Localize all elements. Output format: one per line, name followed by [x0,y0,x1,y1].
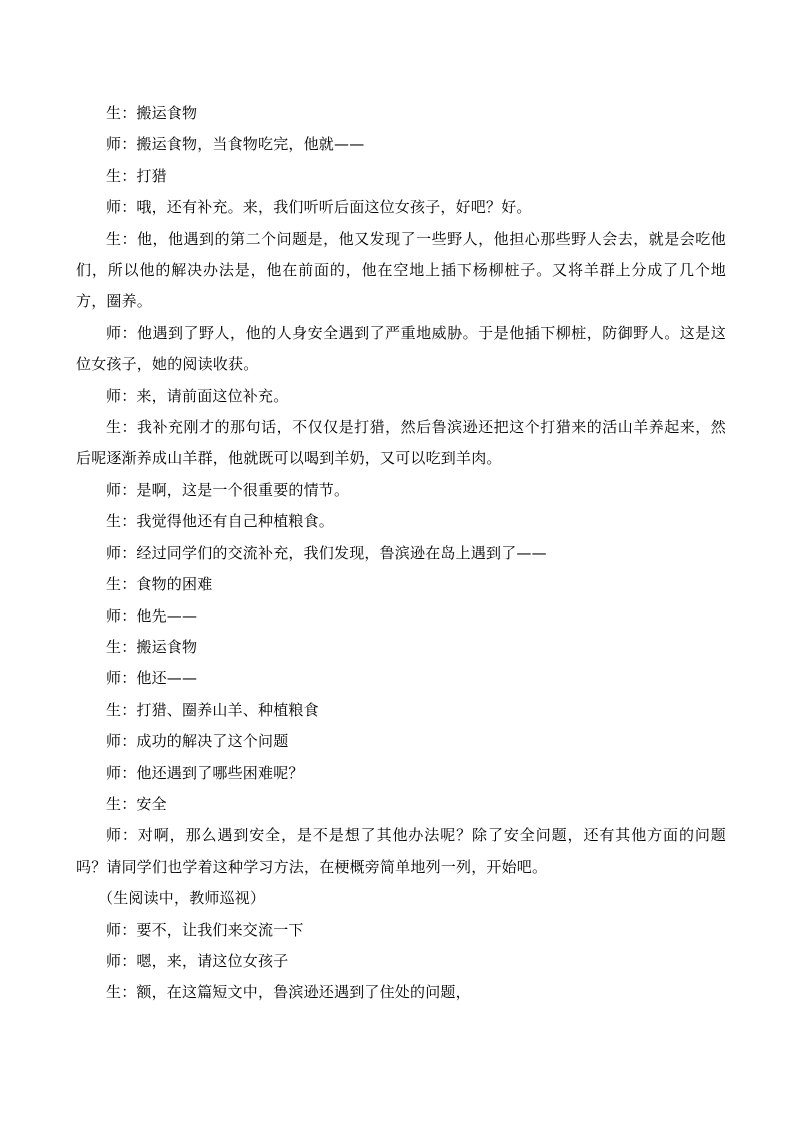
paragraph-3: 生：打猎 [106,166,167,185]
paragraph-2: 师：搬运食物，当食物吃完，他就—— [106,135,365,154]
paragraph-1: 生：搬运食物 [106,104,198,122]
paragraph-8: 生：我补充刚才的那句话，不仅仅是打猎，然后鲁滨逊还把这个打猎来的活山羊养起来，然后呢逐渐养成山羊群，他就既可以喝到羊奶，又可以吃到羊肉。 [76,418,726,468]
paragraph-11: 师：经过同学们的交流补充，我们发现，鲁滨逊在岛上遇到了—— [106,543,547,562]
paragraph-23: 师：嗯，来，请这位女孩子 [106,951,289,970]
paragraph-16: 生：打猎、圈养山羊、种植粮食 [106,700,319,719]
paragraph-9: 师：是啊，这是一个很重要的情节。 [106,480,350,499]
paragraph-20: 师：对啊，那么遇到安全，是不是想了其他办法呢？除了安全问题，还有其他方面的问题吗？请同学们也学着这种学习方法，在梗概旁简单地列一列，开始吧。 [76,826,726,876]
paragraph-10: 生：我觉得他还有自己种植粮食。 [106,512,335,531]
paragraph-5: 生：他，他遇到的第二个问题是，他又发现了一些野人，他担心那些野人会去，就是会吃他们，所以他的解决办法是，他在前面的，他在空地上插下杨柳桩子。又将羊群上分成了几个地方，圈养。 [76,229,726,311]
paragraph-19: 生：安全 [106,794,167,813]
paragraph-6: 师：他遇到了野人，他的人身安全遇到了严重地威胁。于是他插下柳桩，防御野人。这是这位女孩子，她的阅读收获。 [76,323,726,374]
paragraph-7: 师：来，请前面这位补充。 [106,386,289,405]
paragraph-18: 师：他还遇到了哪些困难呢？ [106,763,304,782]
paragraph-12: 生：食物的困难 [106,575,213,594]
paragraph-14: 生：搬运食物 [106,637,198,656]
paragraph-15: 师：他还—— [106,669,198,688]
paragraph-4: 师：哦，还有补充。来，我们听听后面这位女孩子，好吧？好。 [106,198,532,217]
paragraph-21: （生阅读中，教师巡视） [98,889,266,908]
paragraph-17: 师：成功的解决了这个问题 [106,732,289,751]
paragraph-22: 师：要不，让我们来交流一下 [106,920,304,939]
paragraph-13: 师：他先—— [106,606,198,625]
paragraph-24: 生：额，在这篇短文中，鲁滨逊还遇到了住处的问题， [106,983,471,1002]
transcript-body [76,98,726,1009]
